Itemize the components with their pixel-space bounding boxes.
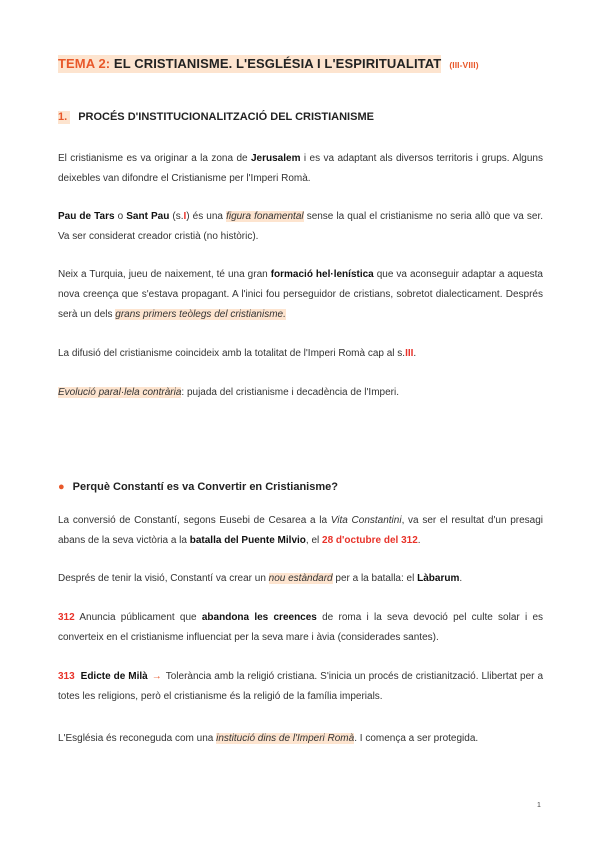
text: sense la qual el cristianisme no seria allò que va ser. Va ser considerat creador cristià (no històric). (58, 211, 544, 242)
text: Tolerància amb la religió cristiana. S'inicia un procés de cristianització. Llibertat per a totes les religions, però el cristianisme és la religió de la família imperials. (58, 671, 544, 702)
paragraph-origin (58, 149, 543, 189)
text: per a la batalla: el (332, 573, 418, 584)
text: El cristianisme es va originar a la zona de (58, 153, 251, 164)
text: Anuncia públicament que (74, 612, 202, 623)
bold-term: formació hel·lenística (270, 269, 374, 280)
title-tema: TEMA 2: (58, 56, 111, 71)
section-heading (58, 111, 374, 123)
paragraph-difusio (58, 344, 543, 364)
bold-term: Edicte de Milà (80, 671, 148, 682)
italic-term: Vita Constantini (330, 515, 402, 526)
text: . (413, 348, 417, 359)
arrow-right-icon: → (151, 671, 162, 682)
text: , va ser el resultat d'un presagi abans de la seva victòria a la (58, 515, 544, 546)
paragraph-conversio (58, 511, 543, 551)
highlight-term: institució dins de l'Imperi Romà (216, 733, 355, 744)
highlight-term: Evolució paral·lela contrària (58, 387, 182, 398)
text: i es va adaptant als diversos territoris i grups. Alguns deixebles van difondre el Cristianisme per l'Imperi Romà. (58, 153, 543, 184)
text: : pujada del cristianisme i decadència de l'Imperi. (181, 387, 399, 398)
text: Neix a Turquia, jueu de naixement, té una gran (58, 269, 271, 280)
text: La difusió del cristianisme coincideix amb la totalitat de l'Imperi Romà cap al s. (58, 348, 406, 359)
paragraph-313 (58, 667, 543, 707)
paragraph-evolucio (58, 383, 543, 403)
red-term: 312 (58, 612, 75, 623)
title-highlight (58, 55, 441, 73)
text: que va aconseguir adaptar a aquesta nova creença que s'estava propagant. A l'inici fou perseguidor de cristians, sobretot dialecticament. Després serà un dels (58, 269, 543, 320)
highlight-term: figura fonamental (226, 211, 304, 222)
red-term: 28 d'octubre del 312 (322, 535, 418, 546)
title-range: (III-VIII) (449, 60, 479, 70)
text: . I comença a ser protegida. (354, 733, 479, 744)
highlight-term: grans primers teòlegs del cristianisme. (115, 309, 286, 320)
text: . (459, 573, 463, 584)
red-term: 313 (58, 671, 75, 682)
text: , el (305, 535, 323, 546)
text: o (114, 211, 127, 222)
text: La conversió de Constantí, segons Eusebi de Cesarea a la (58, 515, 331, 526)
text: de roma i la seva devoció pel culte solar i es converteix en el cristianisme influenciat per la seva mare i àvia (considerades santes). (58, 612, 544, 643)
section-number: 1. (58, 111, 70, 124)
bullet-heading-text: Perquè Constantí es va Convertir en Cristianisme? (72, 481, 338, 493)
bullet-dot-icon: ● (58, 481, 65, 493)
red-term: I (183, 211, 187, 222)
text: Després de tenir la visió, Constantí va crear un (58, 573, 269, 584)
bold-term: Làbarum (417, 573, 460, 584)
bold-term: Sant Pau (126, 211, 170, 222)
paragraph-pau (58, 207, 543, 247)
bold-term: Jerusalem (250, 153, 301, 164)
paragraph-turquia (58, 265, 543, 325)
bold-term: batalla del Puente Milvio (189, 535, 306, 546)
paragraph-312 (58, 608, 543, 648)
text: ) és una (186, 211, 227, 222)
page-number: 1 (537, 802, 541, 809)
bold-term: Pau de Tars (58, 211, 115, 222)
red-term: III (405, 348, 414, 359)
text: L'Església és reconeguda com una (58, 733, 217, 744)
bold-term: abandona les creences (201, 612, 317, 623)
highlight-term: nou estàndard (268, 573, 333, 584)
section-title: PROCÉS D'INSTITUCIONALITZACIÓ DEL CRISTIANISME (78, 111, 374, 123)
page-title (58, 56, 479, 71)
bullet-heading (58, 481, 338, 493)
text: (s. (169, 211, 184, 222)
title-main: EL CRISTIANISME. L'ESGLÉSIA I L'ESPIRITUALITAT (110, 56, 442, 71)
text: . (417, 535, 421, 546)
paragraph-esglesia (58, 729, 543, 749)
paragraph-visio (58, 569, 543, 589)
